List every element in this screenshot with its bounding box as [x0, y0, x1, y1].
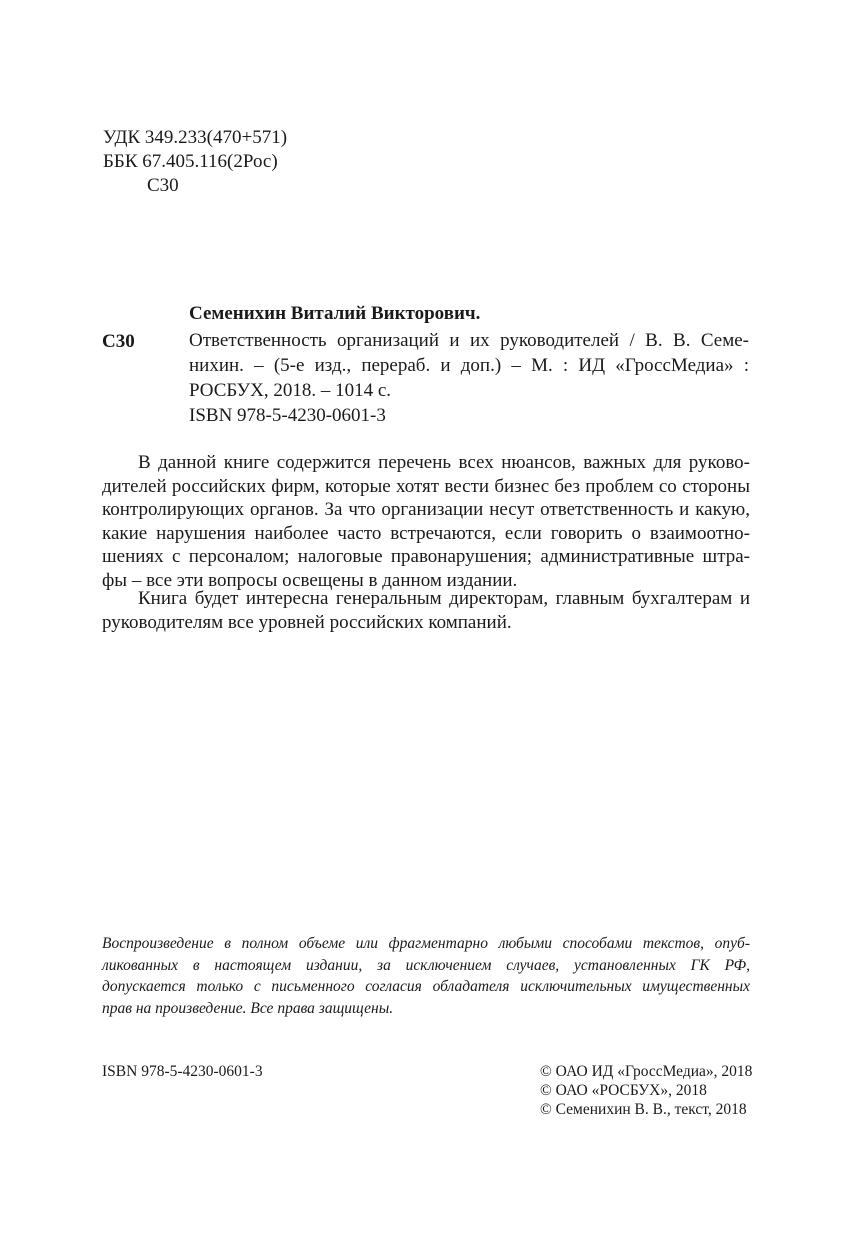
notice-line: допускается только с письменного согласия обладателя исключительных имущественных: [102, 978, 750, 995]
annotation-line: шениях с персоналом; налоговые правонарушения; административные штра-: [102, 546, 750, 568]
copyright-holders: [540, 1062, 752, 1119]
bibliographic-description: [189, 328, 749, 428]
title-line: нихин. – (5-е изд., перераб. и доп.) – М. : ИД «ГроссМедиа» :: [189, 355, 749, 376]
title-line: Ответственность организаций и их руководителей / В. В. Семе-: [189, 330, 749, 351]
bbk-code: ББК 67.405.116(2Рос): [103, 151, 278, 172]
notice-line: ликованных в настоящем издании, за исключением случаев, установленных ГК РФ,: [102, 956, 750, 974]
cutter-code: С30: [147, 175, 179, 196]
annotation-line: В данной книге содержится перечень всех нюансов, важных для руково-: [138, 452, 750, 473]
annotation-line: дителей российских фирм, которые хотят вести бизнес без проблем со стороны: [102, 475, 750, 497]
notice-line: прав на произведение. Все права защищены.: [102, 999, 394, 1017]
annotation-line: контролирующих органов. За что организации несут ответственность и какую,: [102, 499, 750, 521]
copyright-line: © ОАО ИД «ГроссМедиа», 2018: [540, 1063, 753, 1080]
udk-code: УДК 349.233(470+571): [103, 127, 288, 148]
copyright-line: © Семенихин В. В., текст, 2018: [540, 1101, 747, 1118]
cutter-mark: С30: [102, 331, 135, 352]
title-line: РОСБУХ, 2018. – 1014 с.: [189, 380, 392, 401]
annotation-line: какие нарушения наиболее часто встречаются, если говорить о взаимоотно-: [102, 522, 750, 544]
author-heading: Семенихин Виталий Викторович.: [189, 303, 481, 324]
notice-line: Воспроизведение в полном объеме или фрагментарно любыми способами текстов, опуб-: [102, 935, 750, 952]
annotation-line: Книга будет интересна генеральным директорам, главным бухгалтерам и: [138, 588, 750, 609]
annotation-line: руководителям все уровней российских компаний.: [102, 611, 512, 633]
annotation-paragraph-2: [102, 587, 750, 634]
record-isbn: ISBN 978-5-4230-0601-3: [189, 405, 386, 426]
annotation-line: фы – все эти вопросы освещены в данном издании.: [102, 569, 518, 591]
footer-isbn: ISBN 978-5-4230-0601-3: [102, 1063, 263, 1080]
annotation-paragraph-1: [102, 451, 750, 593]
copyright-notice: [102, 933, 750, 1019]
copyright-line: © ОАО «РОСБУХ», 2018: [540, 1082, 707, 1099]
